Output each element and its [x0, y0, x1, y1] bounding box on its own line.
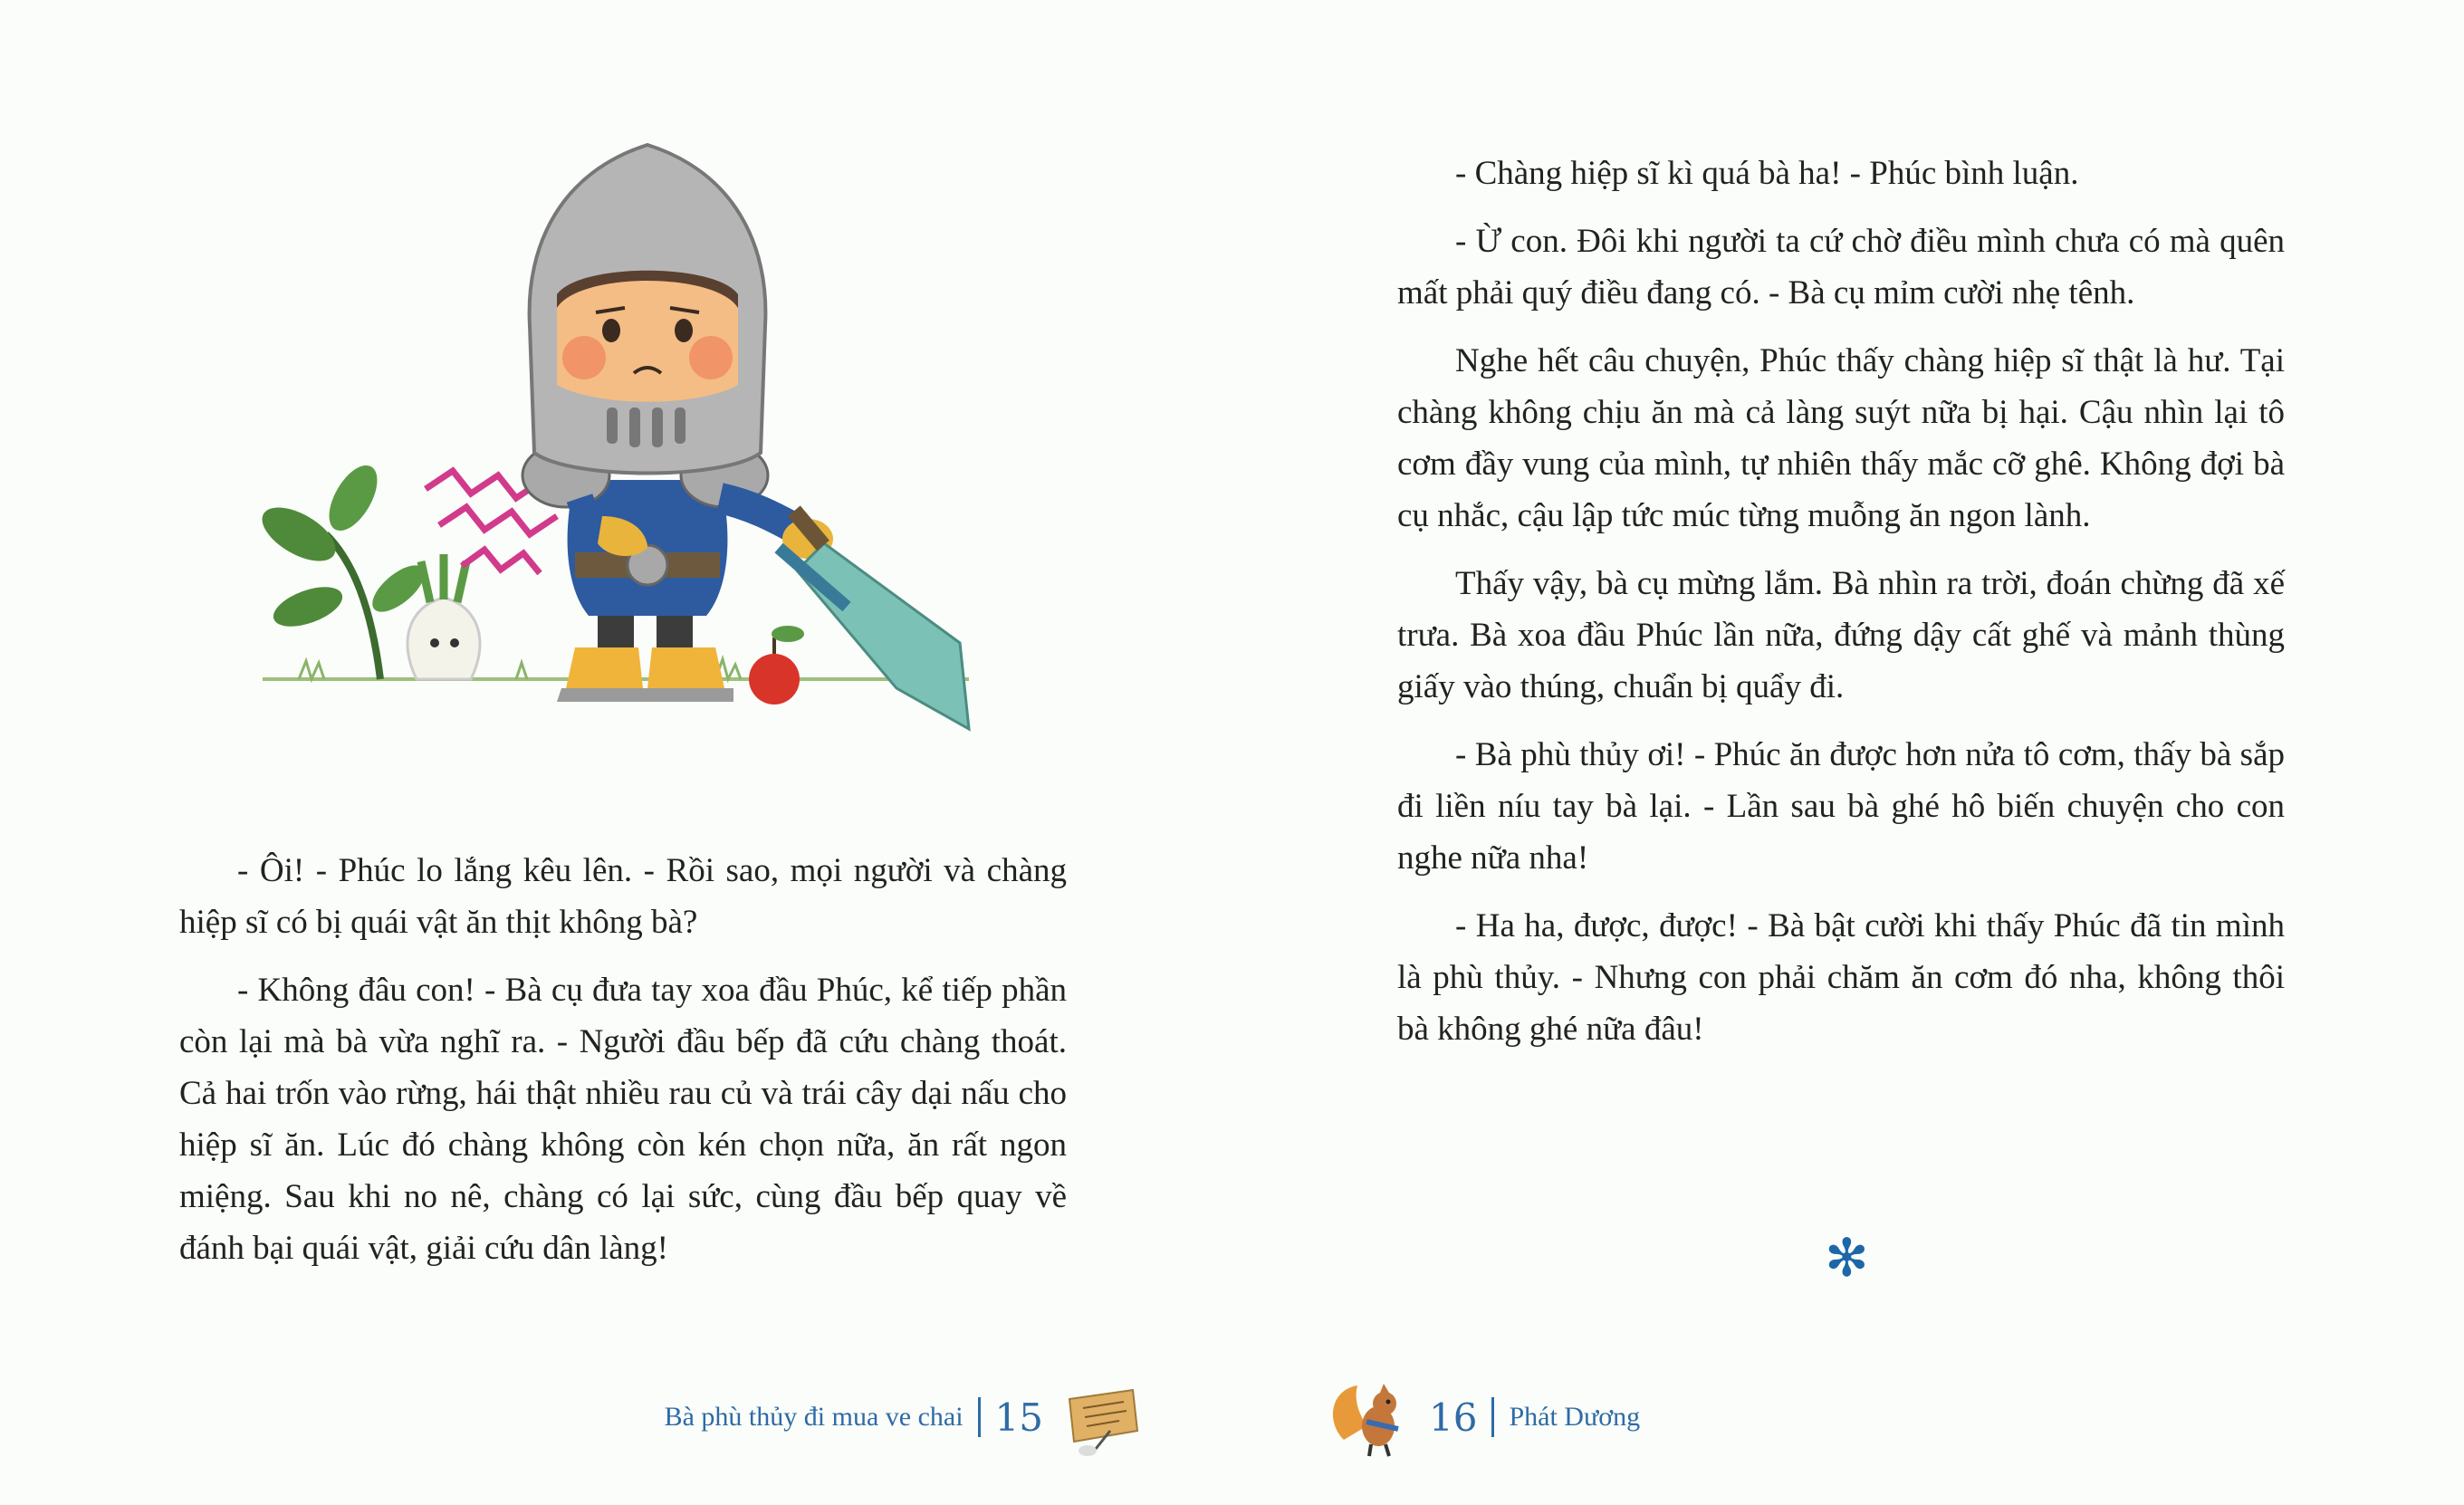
- section-separator: ✻: [1825, 1227, 1869, 1289]
- paragraph: - Chàng hiệp sĩ kì quá bà ha! - Phúc bình luận.: [1455, 155, 2079, 192]
- right-footer: [1313, 1385, 1640, 1449]
- right-page: [1232, 0, 2463, 1505]
- left-page-text: [179, 845, 1067, 1290]
- paragraph: Thấy vậy, bà cụ mừng lắm. Bà nhìn ra trời, đoán chừng đã xế trưa. Bà xoa đầu Phúc lần nữa, đứng dậy cất ghế và mảnh thùng giấy vào thúng, chuẩn bị quẩy đi.: [1397, 565, 2285, 705]
- scroll-quill-icon: [1056, 1376, 1146, 1458]
- right-page-text: [1397, 148, 2285, 1071]
- knight-boy-illustration: [244, 136, 1005, 733]
- footer-divider: [978, 1397, 981, 1437]
- author-name: Phát Dương: [1509, 1402, 1641, 1432]
- paragraph: Nghe hết câu chuyện, Phúc thấy chàng hiệp sĩ thật là hư. Tại chàng không chịu ăn mà cả làng suýt nữa bị hại. Cậu nhìn lại tô cơm đầy vung của mình, tự nhiên thấy mắc cỡ ghê. Không đợi bà cụ nhắc, cậu lập tức múc từng muỗng ăn ngon lành.: [1397, 342, 2285, 534]
- footer-divider: [1491, 1397, 1494, 1437]
- squirrel-icon: [1326, 1376, 1416, 1458]
- paragraph: - Ừ con. Đôi khi người ta cứ chờ điều mình chưa có mà quên mất phải quý điều đang có. - Bà cụ mỉm cười nhẹ tênh.: [1397, 223, 2285, 312]
- paragraph: - Không đâu con! - Bà cụ đưa tay xoa đầu Phúc, kể tiếp phần còn lại mà bà vừa nghĩ ra. - Người đầu bếp đã cứu chàng thoát. Cả hai trốn vào rừng, hái thật nhiều rau củ và trái cây dại nấu cho hiệp sĩ ăn. Lúc đó chàng không còn kén chọn nữa, ăn rất ngon miệng. Sau khi no nê, chàng có lại sức, cùng đầu bếp quay về đánh bại quái vật, giải cứu dân làng!: [179, 972, 1067, 1267]
- paragraph: - Ha ha, được, được! - Bà bật cười khi thấy Phúc đã tin mình là phù thủy. - Nhưng con phải chăm ăn cơm đó nha, không thôi bà không ghé nữa đâu!: [1397, 907, 2285, 1048]
- page-number: 15: [994, 1395, 1043, 1440]
- book-title: Bà phù thủy đi mua ve chai: [664, 1402, 964, 1432]
- paragraph: - Bà phù thủy ơi! - Phúc ăn được hơn nửa tô cơm, thấy bà sắp đi liền níu tay bà lại. - Lần sau bà ghé hô biến chuyện cho con nghe nữa nha!: [1397, 736, 2285, 877]
- paragraph: - Ôi! - Phúc lo lắng kêu lên. - Rồi sao, mọi người và chàng hiệp sĩ có bị quái vật ăn thịt không bà?: [179, 852, 1067, 941]
- left-footer: [665, 1385, 1159, 1449]
- page-number: 16: [1429, 1395, 1478, 1440]
